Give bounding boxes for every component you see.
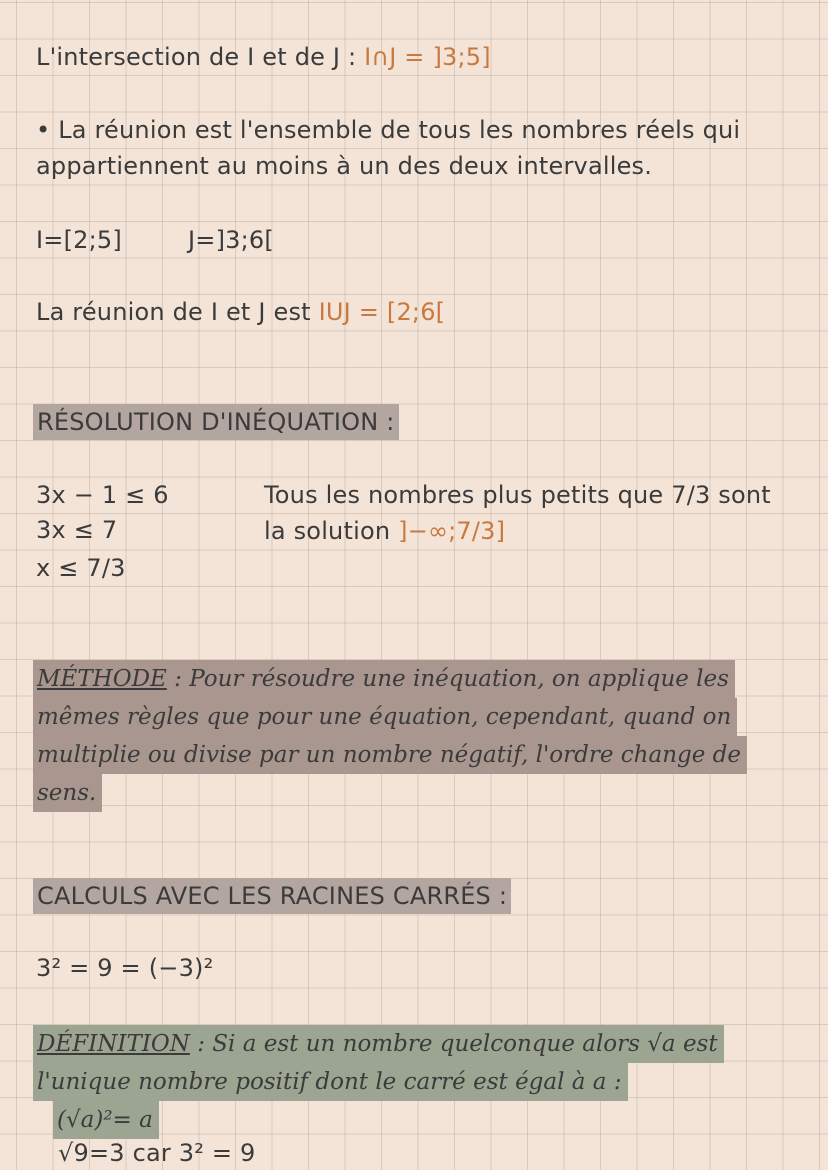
resolution-note-line1: Tous les nombres plus petits que 7/3 sont bbox=[264, 481, 771, 509]
calculs-heading: CALCULS AVEC LES RACINES CARRÉS : bbox=[33, 878, 511, 914]
reunion-line1-text: La réunion est l'ensemble de tous les nombres réels qui bbox=[58, 116, 741, 144]
methode-line2: mêmes règles que pour une équation, cependant, quand on bbox=[33, 698, 737, 736]
methode-line1 bbox=[33, 660, 735, 698]
bullet: • bbox=[36, 116, 51, 144]
definition-line1 bbox=[33, 1025, 724, 1063]
intersection-line bbox=[36, 42, 491, 72]
reunion-result-value: IUJ = [2;6[ bbox=[318, 298, 446, 326]
interval-i: I=[2;5] bbox=[36, 226, 122, 254]
resolution-solution: ]−∞;7/3] bbox=[398, 517, 506, 545]
methode-line4: sens. bbox=[33, 774, 102, 812]
intersection-text: L'intersection de I et de J : bbox=[36, 43, 365, 71]
definition-line2: l'unique nombre positif dont le carré est égal à a : bbox=[33, 1063, 628, 1101]
methode-line1-text: : Pour résoudre une inéquation, on applique les bbox=[166, 666, 729, 692]
methode-label: MÉTHODE bbox=[37, 666, 167, 692]
reunion-result-line bbox=[36, 297, 445, 327]
intersection-result: I∩J = ]3;5] bbox=[364, 43, 491, 71]
definition-block bbox=[33, 1025, 724, 1139]
reunion-result-text: La réunion de I et J est bbox=[36, 298, 319, 326]
inequation-step-3: x ≤ 7/3 bbox=[36, 554, 126, 582]
methode-line3: multiplie ou divise par un nombre négatif, l'ordre change de bbox=[33, 736, 747, 774]
inequation-step-2: 3x ≤ 7 bbox=[36, 516, 118, 544]
resolution-heading: RÉSOLUTION D'INÉQUATION : bbox=[33, 404, 399, 440]
inequation-step-1: 3x − 1 ≤ 6 bbox=[36, 481, 169, 509]
definition-formula: (√a)²= a bbox=[53, 1101, 159, 1139]
calculs-example: 3² = 9 = (−3)² bbox=[36, 954, 214, 982]
definition-label: DÉFINITION bbox=[37, 1031, 190, 1057]
methode-block bbox=[33, 660, 747, 812]
resolution-note-text: la solution bbox=[264, 517, 399, 545]
reunion-definition-line1 bbox=[36, 115, 740, 145]
definition-example: √9=3 car 3² = 9 bbox=[58, 1139, 256, 1167]
resolution-note-line2 bbox=[264, 516, 505, 546]
interval-j: J=]3;6[ bbox=[188, 226, 274, 254]
reunion-definition-line2: appartiennent au moins à un des deux intervalles. bbox=[36, 152, 653, 180]
definition-line1-text: : Si a est un nombre quelconque alors √a est bbox=[189, 1031, 718, 1057]
